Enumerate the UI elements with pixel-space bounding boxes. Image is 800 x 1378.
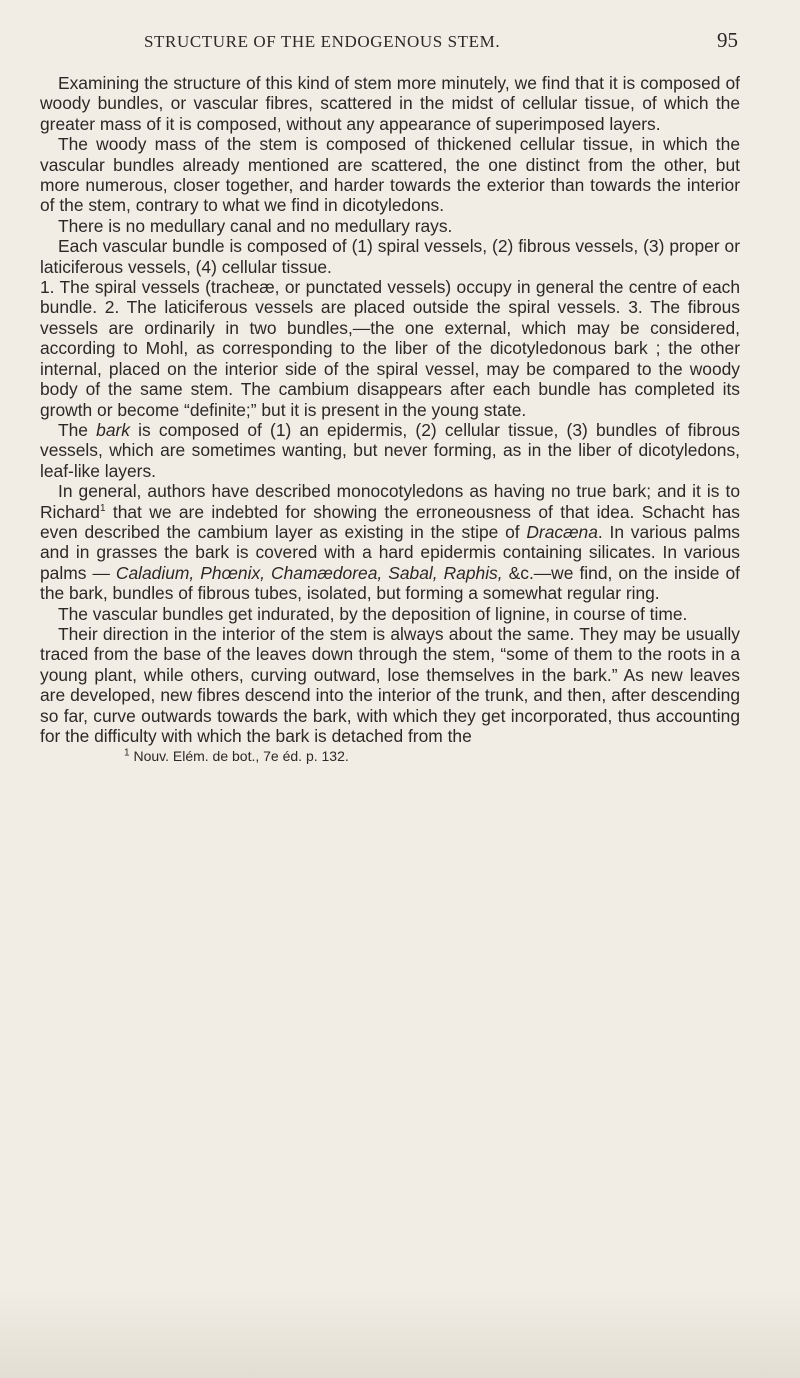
running-title: STRUCTURE OF THE ENDOGENOUS STEM.: [144, 32, 501, 51]
bark-intro: The: [58, 419, 97, 440]
body-text: [40, 73, 740, 746]
footnote-text: Nouv. Elém. de bot., 7e éd. p. 132.: [129, 748, 349, 765]
footnote: [40, 748, 740, 765]
page-edge-shadow: [0, 1288, 800, 1378]
paragraph-examining: Examining the structure of this kind of stem more minutely, we find that it is composed of woody bundles, or vascular fibres, scattered in the midst of cellular tissue, of which the greater mass of it is composed, without any appearance of superimposed layers.: [40, 73, 740, 134]
footnote-marker: 1: [99, 502, 106, 514]
bark-description: is composed of (1) an epidermis, (2) cellular tissue, (3) bundles of fibrous vessels, which are sometimes wanting, but never forming, as in the liber of dicotyledons, leaf-like layers.: [40, 419, 740, 481]
paragraph-vascular-bundle: Each vascular bundle is composed of (1) spiral vessels, (2) fibrous vessels, (3) proper or laticiferous vessels, (4) cellular tissue.: [40, 236, 740, 277]
genus-dracaena: Dracæna: [526, 521, 598, 542]
paragraph-direction: Their direction in the interior of the stem is always about the same. They may be usually traced from the base of the leaves down through the stem, “some of them to the roots in a young plant, while others, curving outward, lose themselves in the bark.” As new leaves are developed, new fibres descend into the interior of the trunk, and then, after descending so far, curve outwards towards the bark, with which they get incorporated, thus accounting for the difficulty with which the bark is detached from the: [40, 623, 740, 746]
paragraph-indurated: The vascular bundles get indurated, by the deposition of lignine, in course of time.: [58, 603, 688, 624]
footnote-number: 1: [124, 747, 130, 759]
richard-intro: In general, authors have described monocotyledons as having no true bark; and it is to Richard: [40, 481, 740, 522]
paragraph-woody-mass: The woody mass of the stem is composed of thickened cellular tissue, in which the vascular bundles already mentioned are scattered, the one distinct from the other, but more numerous, closer together, and harder towards the exterior than towards the interior of the stem, contrary to what we find in dicotyledons.: [40, 134, 740, 216]
richard-text-2: . In various palms and in grasses the bark is covered with a hard epidermis containing silicates. In various palms —: [40, 521, 741, 583]
richard-text: that we are indebted for showing the erroneousness of that idea. Schacht has even described the cambium layer as existing in the stipe of: [40, 501, 740, 542]
richard-text-3: &c.—we find, on the inside of the bark, bundles of fibrous tubes, isolated, but forming a somewhat regular ring.: [40, 562, 740, 604]
paragraph-medullary: There is no medullary canal and no medullary rays.: [58, 215, 453, 236]
page-number: 95: [717, 28, 738, 52]
paragraph-richard: [40, 481, 740, 603]
bark-term: bark: [96, 419, 130, 440]
book-page: [40, 28, 740, 765]
page-header: [40, 28, 740, 53]
paragraph-bark: [40, 420, 740, 481]
genera-list: Caladium, Phœnix, Chamædorea, Sabal, Raphis,: [115, 562, 503, 583]
paragraph-spiral-vessels: 1. The spiral vessels (tracheæ, or punctated vessels) occupy in general the centre of each bundle. 2. The laticiferous vessels are placed outside the spiral vessels. 3. The fibrous vessels are ordinarily in two bundles,—the one external, which may be considered, according to Mohl, as corresponding to the liber of the dicotyledonous bark ; the other internal, placed on the interior side of the spiral vessel, may be compared to the woody body of the same stem. The cambium disappears after each bundle has completed its growth or become “definite;” but it is present in the young state.: [40, 277, 740, 420]
